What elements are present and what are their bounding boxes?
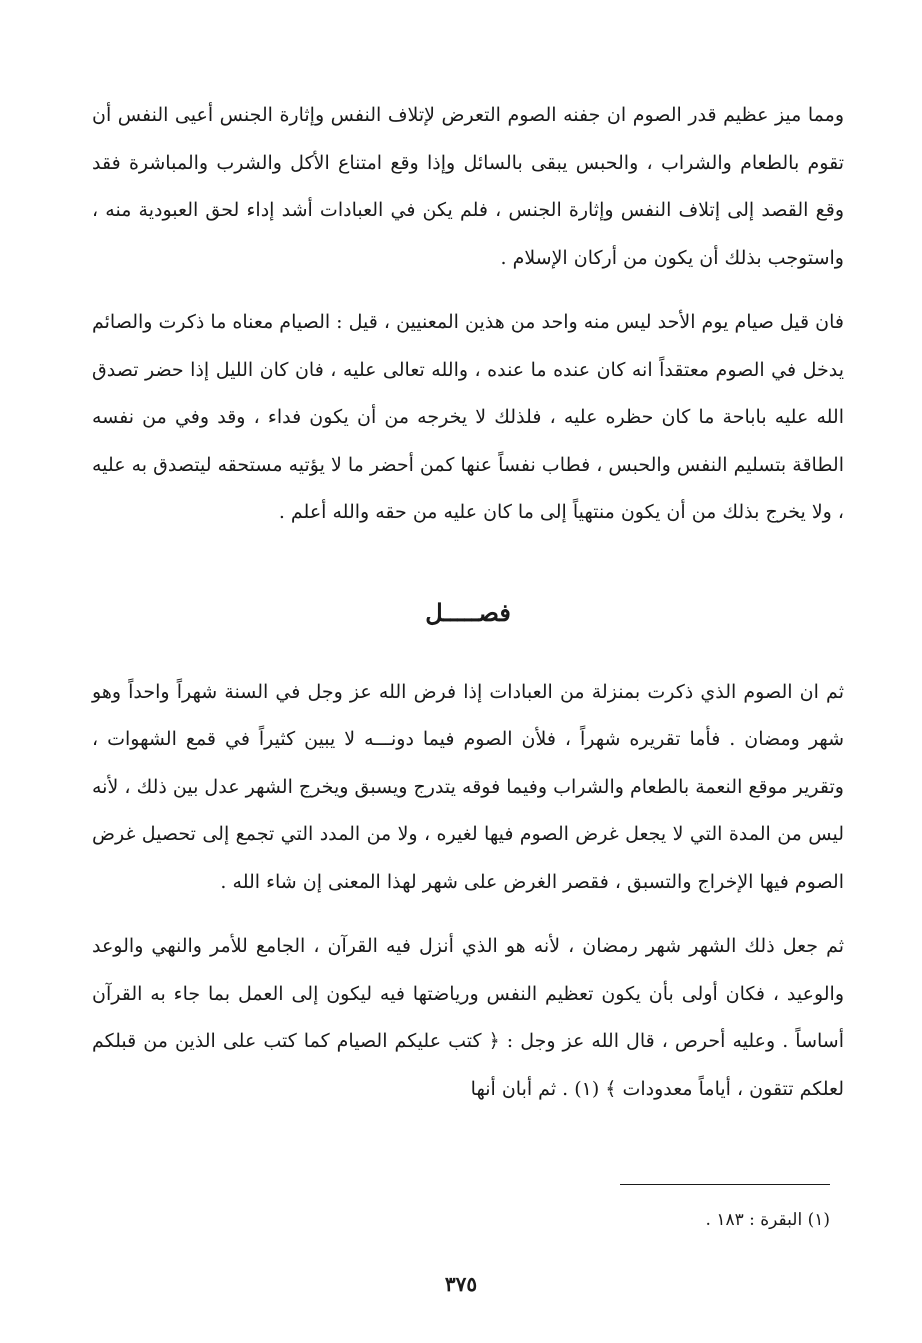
footnote-divider xyxy=(620,1184,830,1185)
section-heading: فصـــــل xyxy=(425,597,511,627)
paragraph-1: ومما ميز عظيم قدر الصوم ان جفنه الصوم التعرض لإتلاف النفس وإثارة الجنس أعيى النفس أن تقوم بالطعام والشراب ، والحبس يبقى بالسائل وإذا وقع امتناع الأكل والشرب والمباشرة فقد وقع القصد إلى إتلاف النفس وإثارة الجنس ، فلم يكن في العبادات أشد إداء لحق العبودية منه ، واستوجب بذلك أن يكون من أركان الإسلام . xyxy=(92,104,844,269)
paragraph-3: ثم ان الصوم الذي ذكرت بمنزلة من العبادات إذا فرض الله عز وجل في السنة شهراً واحداً وهو شهر ومضان . فأما تقريره شهراً ، فلأن الصوم فيما دونـــه لا يبين كثيراً في قمع الشهوات ، وتقرير موقع النعمة بالطعام والشراب وفيما فوقه يتدرج ويسبق ويخرج الشهر عدل بين ذلك ، لأنه ليس من المدة التي لا يجعل غرض الصوم فيها لغيره ، ولا من المدد التي تجمع إلى تحصيل غرض الصوم فيها الإخراج والتسبق ، فقصر الغرض على شهر لهذا المعنى إن شاء الله . xyxy=(92,680,844,893)
paragraph-4: ثم جعل ذلك الشهر شهر رمضان ، لأنه هو الذي أنزل فيه القرآن ، الجامع للأمر والنهي والوعد والوعيد ، فكان أولى بأن يكون تعظيم النفس ورياضتها فيه ليكون إلى العمل بما جاء به القرآن أساساً . وعليه أحرص ، قال الله عز وجل : ﴿ كتب عليكم الصيام كما كتب على الذين من قبلكم لعلكم تتقون ، أياماً معدودات ﴾ (١) . ثم أبان أنها xyxy=(92,935,844,1100)
footnote: (١) البقرة : ١٨٣ . xyxy=(705,1210,830,1230)
paragraph-2: فان قيل صيام يوم الأحد ليس منه واحد من هذين المعنيين ، قيل : الصيام معناه ما ذكرت والصائم يدخل في الصوم معتقداً انه كان عنده ما عنده ، والله تعالى عليه ، فان كان الليل إذا حضر تصدق الله عليه باباحة ما كان حظره عليه ، فلذلك لا يخرجه من أن يكون فداء ، وقد وفي من نفسه الطاقة بتسليم النفس والحبس ، فطاب نفساً عنها كمن أحضر ما لا يؤتيه مستحقه ليتصدق به عليه ، ولا يخرج بذلك من أن يكون منتهياً إلى ما كان عليه من حقه والله أعلم . xyxy=(92,311,844,523)
page-number: ٣٧٥ xyxy=(444,1272,478,1296)
page-body xyxy=(92,92,844,1113)
